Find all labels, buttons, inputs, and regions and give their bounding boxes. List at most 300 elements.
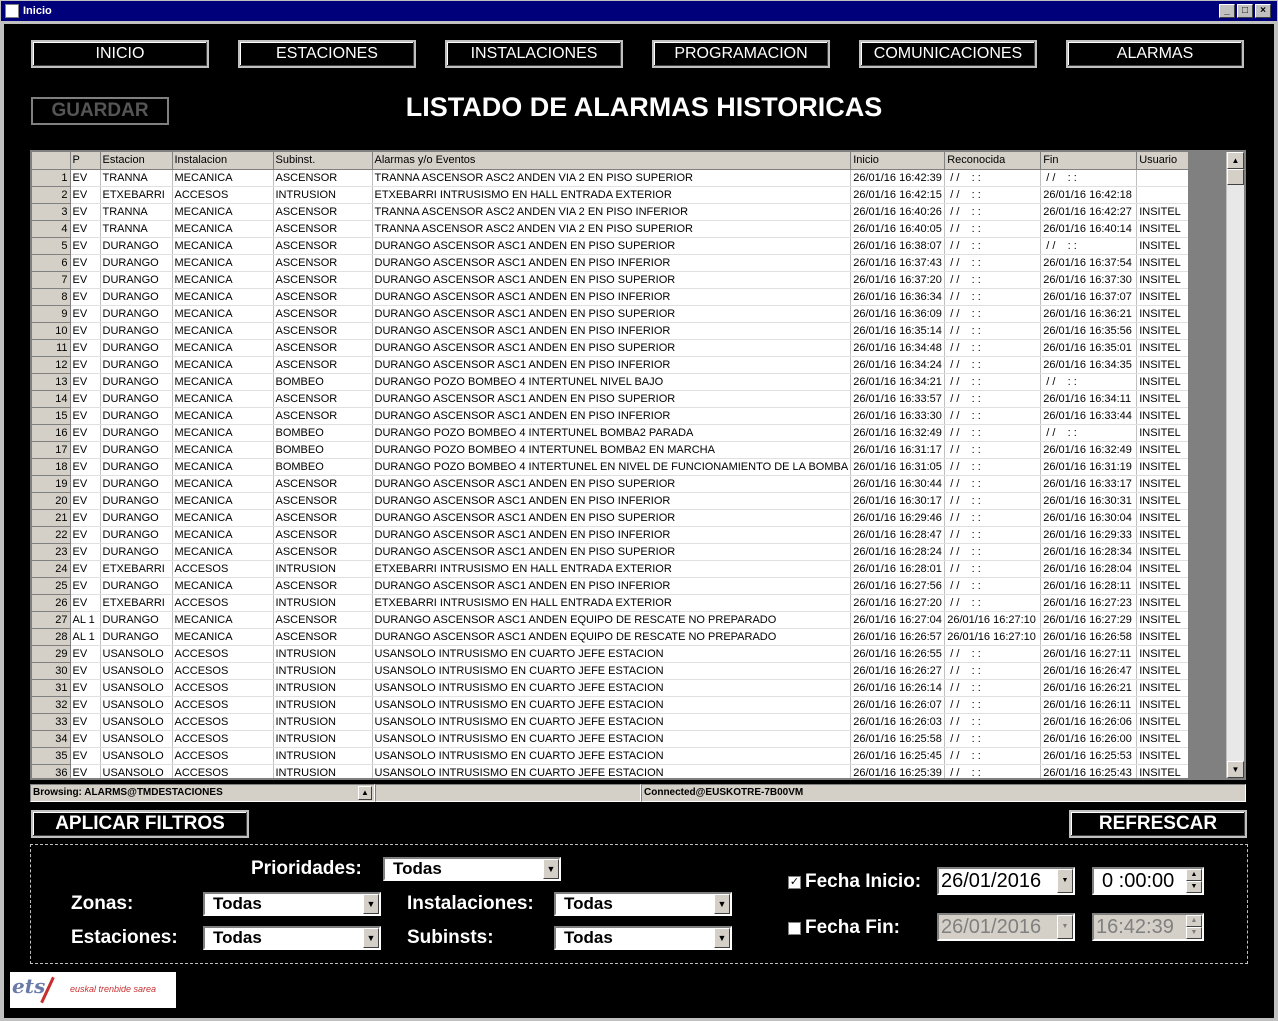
table-cell: MECANICA	[172, 220, 273, 237]
table-row[interactable]	[32, 407, 1234, 424]
table-row[interactable]	[32, 339, 1234, 356]
row-number: 34	[32, 730, 70, 747]
table-cell: MECANICA	[172, 373, 273, 390]
chevron-down-icon[interactable]: ▼	[363, 928, 379, 948]
table-row[interactable]	[32, 220, 1234, 237]
table-cell: DURANGO POZO BOMBEO 4 INTERTUNEL NIVEL BAJO	[372, 373, 851, 390]
table-row[interactable]	[32, 373, 1234, 390]
table-cell: MECANICA	[172, 339, 273, 356]
table-cell: DURANGO POZO BOMBEO 4 INTERTUNEL BOMBA2 PARADA	[372, 424, 851, 441]
aplicar-filtros-button[interactable]: APLICAR FILTROS	[31, 810, 249, 838]
table-cell: DURANGO ASCENSOR ASC1 ANDEN EN PISO INFERIOR	[372, 288, 851, 305]
fecha-inicio-time-value: 0 :00:00	[1102, 870, 1175, 892]
table-cell: TRANNA ASCENSOR ASC2 ANDEN VIA 2 EN PISO SUPERIOR	[372, 169, 851, 186]
refrescar-button[interactable]: REFRESCAR	[1069, 810, 1247, 838]
table-cell: 26/01/16 16:25:53	[1041, 747, 1137, 764]
table-cell: DURANGO	[100, 271, 172, 288]
table-cell: EV	[70, 254, 100, 271]
table-cell: 26/01/16 16:38:07	[851, 237, 945, 254]
status-browsing-text: Browsing: ALARMS@TMDESTACIONES	[33, 787, 223, 798]
table-cell: DURANGO	[100, 458, 172, 475]
table-cell: MECANICA	[172, 237, 273, 254]
table-cell: 26/01/16 16:36:09	[851, 305, 945, 322]
table-cell: MECANICA	[172, 356, 273, 373]
row-number: 28	[32, 628, 70, 645]
column-header[interactable]: Reconocida	[945, 152, 1041, 169]
row-number: 32	[32, 696, 70, 713]
table-cell: EV	[70, 441, 100, 458]
subinsts-label: Subinsts:	[407, 927, 494, 948]
table-cell: / / : :	[1041, 169, 1137, 186]
table-cell: INTRUSION	[273, 713, 372, 730]
table-cell: ETXEBARRI INTRUSISMO EN HALL ENTRADA EXTERIOR	[372, 594, 851, 611]
table-row[interactable]	[32, 543, 1234, 560]
table-cell: 26/01/16 16:42:39	[851, 169, 945, 186]
table-cell: / / : :	[945, 407, 1041, 424]
column-header[interactable]: Inicio	[851, 152, 945, 169]
table-cell: INSITEL	[1137, 764, 1234, 780]
table-cell: / / : :	[945, 237, 1041, 254]
table-cell: DURANGO POZO BOMBEO 4 INTERTUNEL EN NIVEL DE FUNCIONAMIENTO DE LA BOMBA	[372, 458, 851, 475]
time-spinner-icon[interactable]: ▲ ▼	[1186, 869, 1202, 893]
table-cell: 26/01/16 16:35:14	[851, 322, 945, 339]
table-cell: 26/01/16 16:30:17	[851, 492, 945, 509]
table-cell: 26/01/16 16:26:55	[851, 645, 945, 662]
table-cell: USANSOLO INTRUSISMO EN CUARTO JEFE ESTACION	[372, 645, 851, 662]
table-row[interactable]	[32, 271, 1234, 288]
table-cell: EV	[70, 577, 100, 594]
row-number: 12	[32, 356, 70, 373]
column-header[interactable]: Instalacion	[172, 152, 273, 169]
table-cell: 26/01/16 16:27:29	[1041, 611, 1137, 628]
table-cell: DURANGO	[100, 441, 172, 458]
chevron-down-icon[interactable]: ▼	[543, 859, 559, 879]
table-cell: INSITEL	[1137, 611, 1234, 628]
table-cell: INTRUSION	[273, 645, 372, 662]
table-cell: EV	[70, 560, 100, 577]
table-cell: DURANGO ASCENSOR ASC1 ANDEN EN PISO INFERIOR	[372, 322, 851, 339]
table-cell: INTRUSION	[273, 764, 372, 780]
row-number: 10	[32, 322, 70, 339]
table-cell: BOMBEO	[273, 441, 372, 458]
column-header[interactable]: P	[70, 152, 100, 169]
table-cell: EV	[70, 322, 100, 339]
zonas-value: Todas	[213, 894, 262, 913]
guardar-button[interactable]: GUARDAR	[31, 97, 169, 125]
row-number: 14	[32, 390, 70, 407]
row-number: 31	[32, 679, 70, 696]
app-icon	[5, 4, 19, 18]
table-cell: ACCESOS	[172, 594, 273, 611]
fecha-inicio-checkbox[interactable]: ✓	[789, 876, 800, 888]
table-cell: 26/01/16 16:27:23	[1041, 594, 1137, 611]
table-cell: INSITEL	[1137, 441, 1234, 458]
table-cell: ASCENSOR	[273, 339, 372, 356]
table-cell: / / : :	[945, 288, 1041, 305]
table-cell: DURANGO	[100, 305, 172, 322]
table-cell: / / : :	[1041, 373, 1137, 390]
table-cell: INSITEL	[1137, 458, 1234, 475]
table-cell: INSITEL	[1137, 577, 1234, 594]
table-cell: TRANNA	[100, 203, 172, 220]
row-number: 35	[32, 747, 70, 764]
table-cell: EV	[70, 764, 100, 780]
table-cell: DURANGO	[100, 254, 172, 271]
row-number: 7	[32, 271, 70, 288]
table-cell: 26/01/16 16:34:11	[1041, 390, 1137, 407]
table-cell: 26/01/16 16:26:57	[851, 628, 945, 645]
table-cell: EV	[70, 713, 100, 730]
scroll-thumb[interactable]	[1227, 169, 1244, 185]
table-cell: ASCENSOR	[273, 628, 372, 645]
table-cell: ASCENSOR	[273, 526, 372, 543]
table-cell: DURANGO ASCENSOR ASC1 ANDEN EN PISO SUPERIOR	[372, 475, 851, 492]
table-cell: / / : :	[945, 458, 1041, 475]
column-header[interactable]: Estacion	[100, 152, 172, 169]
table-cell: INSITEL	[1137, 696, 1234, 713]
filters-panel	[30, 844, 1248, 964]
table-cell: ASCENSOR	[273, 237, 372, 254]
table-cell: / / : :	[945, 254, 1041, 271]
table-row[interactable]	[32, 458, 1234, 475]
table-cell: INTRUSION	[273, 594, 372, 611]
table-cell: MECANICA	[172, 492, 273, 509]
row-number: 27	[32, 611, 70, 628]
table-cell: ASCENSOR	[273, 475, 372, 492]
table-cell: USANSOLO	[100, 679, 172, 696]
table-cell: USANSOLO	[100, 696, 172, 713]
table-cell: DURANGO ASCENSOR ASC1 ANDEN EQUIPO DE RESCATE NO PREPARADO	[372, 628, 851, 645]
table-cell: MECANICA	[172, 611, 273, 628]
table-cell: INSITEL	[1137, 645, 1234, 662]
table-cell: ETXEBARRI	[100, 186, 172, 203]
row-number: 15	[32, 407, 70, 424]
table-cell: 26/01/16 16:26:21	[1041, 679, 1137, 696]
table-cell: 26/01/16 16:25:45	[851, 747, 945, 764]
row-number: 23	[32, 543, 70, 560]
table-cell: 26/01/16 16:33:30	[851, 407, 945, 424]
nav-comunicaciones-button[interactable]: COMUNICACIONES	[859, 40, 1037, 68]
table-cell: USANSOLO	[100, 713, 172, 730]
scroll-up-icon[interactable]: ▲	[1227, 152, 1244, 169]
table-cell: / / : :	[945, 339, 1041, 356]
table-row[interactable]	[32, 560, 1234, 577]
table-cell: MECANICA	[172, 203, 273, 220]
minimize-button[interactable]: _	[1219, 4, 1235, 18]
close-button[interactable]: ×	[1255, 4, 1271, 18]
table-row[interactable]	[32, 594, 1234, 611]
table-cell: EV	[70, 169, 100, 186]
row-number: 6	[32, 254, 70, 271]
table-row[interactable]	[32, 356, 1234, 373]
instalaciones-label: Instalaciones:	[407, 893, 534, 914]
table-row[interactable]	[32, 322, 1234, 339]
table-cell: EV	[70, 356, 100, 373]
nav-inicio-button[interactable]: INICIO	[31, 40, 209, 68]
table-cell: EV	[70, 305, 100, 322]
table-cell: ASCENSOR	[273, 203, 372, 220]
row-number: 22	[32, 526, 70, 543]
table-cell: / / : :	[945, 390, 1041, 407]
table-cell: DURANGO	[100, 577, 172, 594]
table-cell: DURANGO ASCENSOR ASC1 ANDEN EN PISO INFERIOR	[372, 407, 851, 424]
table-cell: DURANGO ASCENSOR ASC1 ANDEN EN PISO SUPERIOR	[372, 271, 851, 288]
table-row[interactable]	[32, 475, 1234, 492]
table-cell: / / : :	[945, 492, 1041, 509]
table-row[interactable]	[32, 713, 1234, 730]
column-header[interactable]: Subinst.	[273, 152, 372, 169]
table-row[interactable]	[32, 696, 1234, 713]
row-number: 24	[32, 560, 70, 577]
table-cell: MECANICA	[172, 458, 273, 475]
chevron-down-icon[interactable]: ▼	[714, 928, 730, 948]
table-cell: EV	[70, 679, 100, 696]
table-cell: 26/01/16 16:37:07	[1041, 288, 1137, 305]
table-cell: / / : :	[945, 662, 1041, 679]
table-cell: DURANGO ASCENSOR ASC1 ANDEN EN PISO INFERIOR	[372, 577, 851, 594]
table-cell: 26/01/16 16:25:43	[1041, 764, 1137, 780]
prioridades-label: Prioridades:	[251, 858, 362, 879]
table-cell: 26/01/16 16:37:54	[1041, 254, 1137, 271]
table-cell: 26/01/16 16:37:20	[851, 271, 945, 288]
table-cell: EV	[70, 662, 100, 679]
window-titlebar	[0, 0, 1278, 22]
table-row[interactable]	[32, 577, 1234, 594]
row-number: 18	[32, 458, 70, 475]
column-header[interactable]: Usuario	[1137, 152, 1234, 169]
table-cell: / / : :	[945, 203, 1041, 220]
prioridades-select[interactable]	[383, 857, 561, 881]
table-cell: 26/01/16 16:27:20	[851, 594, 945, 611]
table-cell: / / : :	[945, 747, 1041, 764]
table-cell: 26/01/16 16:26:27	[851, 662, 945, 679]
row-number: 3	[32, 203, 70, 220]
table-row[interactable]	[32, 509, 1234, 526]
table-cell: DURANGO	[100, 356, 172, 373]
nav-alarmas-button[interactable]: ALARMAS	[1066, 40, 1244, 68]
table-cell: BOMBEO	[273, 373, 372, 390]
table-cell: INTRUSION	[273, 730, 372, 747]
table-cell: ASCENSOR	[273, 271, 372, 288]
table-cell: 26/01/16 16:34:21	[851, 373, 945, 390]
fecha-fin-checkbox[interactable]	[788, 922, 801, 935]
subinsts-select[interactable]	[554, 926, 732, 950]
table-cell: DURANGO ASCENSOR ASC1 ANDEN EQUIPO DE RESCATE NO PREPARADO	[372, 611, 851, 628]
table-cell: DURANGO	[100, 543, 172, 560]
table-cell: EV	[70, 492, 100, 509]
chevron-down-icon[interactable]: ▼	[714, 894, 730, 914]
fecha-inicio-date[interactable]	[937, 867, 1075, 895]
page-title: LISTADO DE ALARMAS HISTORICAS	[405, 92, 883, 122]
table-cell: 26/01/16 16:36:34	[851, 288, 945, 305]
table-cell: INTRUSION	[273, 747, 372, 764]
table-cell: ETXEBARRI INTRUSISMO EN HALL ENTRADA EXTERIOR	[372, 186, 851, 203]
table-cell: MECANICA	[172, 407, 273, 424]
table-cell: / / : :	[945, 730, 1041, 747]
table-cell: EV	[70, 696, 100, 713]
table-cell: USANSOLO INTRUSISMO EN CUARTO JEFE ESTACION	[372, 764, 851, 780]
table-cell: DURANGO ASCENSOR ASC1 ANDEN EN PISO SUPERIOR	[372, 390, 851, 407]
table-cell: / / : :	[945, 186, 1041, 203]
table-cell: AL 1	[70, 628, 100, 645]
table-cell: / / : :	[945, 441, 1041, 458]
table-row[interactable]	[32, 492, 1234, 509]
table-cell: 26/01/16 16:40:26	[851, 203, 945, 220]
row-number: 13	[32, 373, 70, 390]
table-row[interactable]	[32, 186, 1234, 203]
table-cell: EV	[70, 186, 100, 203]
table-cell: INSITEL	[1137, 322, 1234, 339]
table-cell: ASCENSOR	[273, 543, 372, 560]
row-number: 25	[32, 577, 70, 594]
instalaciones-value: Todas	[564, 894, 613, 913]
table-cell: 26/01/16 16:26:47	[1041, 662, 1137, 679]
table-cell: USANSOLO INTRUSISMO EN CUARTO JEFE ESTACION	[372, 679, 851, 696]
table-cell: MECANICA	[172, 526, 273, 543]
zonas-select[interactable]	[203, 892, 381, 916]
table-cell: BOMBEO	[273, 424, 372, 441]
alarms-table	[32, 152, 1234, 780]
table-cell: 26/01/16 16:26:58	[1041, 628, 1137, 645]
row-number: 2	[32, 186, 70, 203]
table-cell: 26/01/16 16:32:49	[1041, 441, 1137, 458]
table-cell: INSITEL	[1137, 662, 1234, 679]
table-cell: 26/01/16 16:25:39	[851, 764, 945, 780]
table-row[interactable]	[32, 645, 1234, 662]
instalaciones-select[interactable]	[554, 892, 732, 916]
table-cell: MECANICA	[172, 305, 273, 322]
logo-tagline: euskal trenbide sarea	[70, 984, 157, 994]
table-cell: 26/01/16 16:29:46	[851, 509, 945, 526]
table-cell: DURANGO ASCENSOR ASC1 ANDEN EN PISO INFERIOR	[372, 254, 851, 271]
nav-estaciones-button[interactable]: ESTACIONES	[238, 40, 416, 68]
row-number: 33	[32, 713, 70, 730]
status-browsing	[30, 784, 375, 802]
table-cell: 26/01/16 16:42:18	[1041, 186, 1137, 203]
maximize-button[interactable]: □	[1237, 4, 1253, 18]
table-cell: 26/01/16 16:31:19	[1041, 458, 1137, 475]
column-header[interactable]: Fin	[1041, 152, 1137, 169]
table-cell: / / : :	[945, 271, 1041, 288]
vertical-scrollbar[interactable]	[1226, 152, 1244, 778]
table-cell: DURANGO	[100, 424, 172, 441]
calendar-dropdown-icon[interactable]: ▼	[1057, 869, 1073, 893]
table-row[interactable]	[32, 611, 1234, 628]
table-cell: ACCESOS	[172, 679, 273, 696]
table-cell: 26/01/16 16:31:05	[851, 458, 945, 475]
table-cell: EV	[70, 373, 100, 390]
calendar-dropdown-icon: ▼	[1057, 915, 1073, 939]
table-cell: INSITEL	[1137, 713, 1234, 730]
table-cell: ACCESOS	[172, 186, 273, 203]
table-cell: INSITEL	[1137, 628, 1234, 645]
subinsts-value: Todas	[564, 928, 613, 947]
table-row[interactable]	[32, 305, 1234, 322]
table-row[interactable]	[32, 628, 1234, 645]
row-number: 19	[32, 475, 70, 492]
table-cell: MECANICA	[172, 271, 273, 288]
table-row[interactable]	[32, 441, 1234, 458]
table-row[interactable]	[32, 203, 1234, 220]
table-cell: TRANNA ASCENSOR ASC2 ANDEN VIA 2 EN PISO INFERIOR	[372, 203, 851, 220]
table-cell: ASCENSOR	[273, 407, 372, 424]
table-cell: INSITEL	[1137, 407, 1234, 424]
table-row[interactable]	[32, 747, 1234, 764]
table-cell: ASCENSOR	[273, 356, 372, 373]
table-row[interactable]	[32, 764, 1234, 780]
table-cell: DURANGO	[100, 509, 172, 526]
table-row[interactable]	[32, 526, 1234, 543]
table-cell: TRANNA ASCENSOR ASC2 ANDEN VIA 2 EN PISO SUPERIOR	[372, 220, 851, 237]
table-cell: DURANGO	[100, 237, 172, 254]
table-cell: 26/01/16 16:34:48	[851, 339, 945, 356]
table-cell: / / : :	[945, 526, 1041, 543]
table-row[interactable]	[32, 237, 1234, 254]
table-cell: AL 1	[70, 611, 100, 628]
table-cell: 26/01/16 16:27:10	[945, 628, 1041, 645]
table-cell: ASCENSOR	[273, 390, 372, 407]
alarms-grid[interactable]	[30, 150, 1246, 780]
table-cell: 26/01/16 16:29:33	[1041, 526, 1137, 543]
table-cell: DURANGO ASCENSOR ASC1 ANDEN EN PISO SUPERIOR	[372, 305, 851, 322]
status-up-arrow-icon[interactable]: ▲	[358, 786, 372, 800]
logo-mark: ets	[12, 974, 46, 998]
row-number: 8	[32, 288, 70, 305]
nav-programacion-button[interactable]: PROGRAMACION	[652, 40, 830, 68]
table-row[interactable]	[32, 254, 1234, 271]
table-cell: INSITEL	[1137, 509, 1234, 526]
table-cell: 26/01/16 16:26:14	[851, 679, 945, 696]
table-cell: DURANGO	[100, 390, 172, 407]
table-row[interactable]	[32, 390, 1234, 407]
table-cell: ACCESOS	[172, 645, 273, 662]
table-cell: INSITEL	[1137, 203, 1234, 220]
fecha-inicio-date-value: 26/01/2016	[941, 870, 1042, 892]
table-row[interactable]	[32, 169, 1234, 186]
nav-instalaciones-button[interactable]: INSTALACIONES	[445, 40, 623, 68]
estaciones-select[interactable]	[203, 926, 381, 950]
table-row[interactable]	[32, 730, 1234, 747]
table-cell: MECANICA	[172, 543, 273, 560]
table-cell: USANSOLO	[100, 747, 172, 764]
table-cell: INSITEL	[1137, 390, 1234, 407]
row-number: 36	[32, 764, 70, 780]
table-cell: / / : :	[945, 543, 1041, 560]
fecha-inicio-time[interactable]	[1092, 867, 1204, 895]
table-row[interactable]	[32, 424, 1234, 441]
chevron-down-icon[interactable]: ▼	[363, 894, 379, 914]
main-panel	[4, 24, 1274, 1018]
ets-logo	[10, 972, 176, 1008]
status-connected: Connected@EUSKOTRE-7B00VM	[641, 784, 1246, 802]
table-cell: / / : :	[1041, 424, 1137, 441]
table-cell: INSITEL	[1137, 730, 1234, 747]
table-cell: 26/01/16 16:26:06	[1041, 713, 1137, 730]
scroll-down-icon[interactable]: ▼	[1227, 761, 1244, 778]
table-cell: 26/01/16 16:26:11	[1041, 696, 1137, 713]
table-cell: 26/01/16 16:35:01	[1041, 339, 1137, 356]
table-cell: DURANGO	[100, 288, 172, 305]
table-cell: DURANGO	[100, 475, 172, 492]
table-row[interactable]	[32, 679, 1234, 696]
table-cell: EV	[70, 526, 100, 543]
table-cell: INSITEL	[1137, 543, 1234, 560]
table-cell: INSITEL	[1137, 475, 1234, 492]
table-cell: EV	[70, 203, 100, 220]
table-row[interactable]	[32, 662, 1234, 679]
column-header[interactable]: Alarmas y/o Eventos	[372, 152, 851, 169]
table-row[interactable]	[32, 288, 1234, 305]
